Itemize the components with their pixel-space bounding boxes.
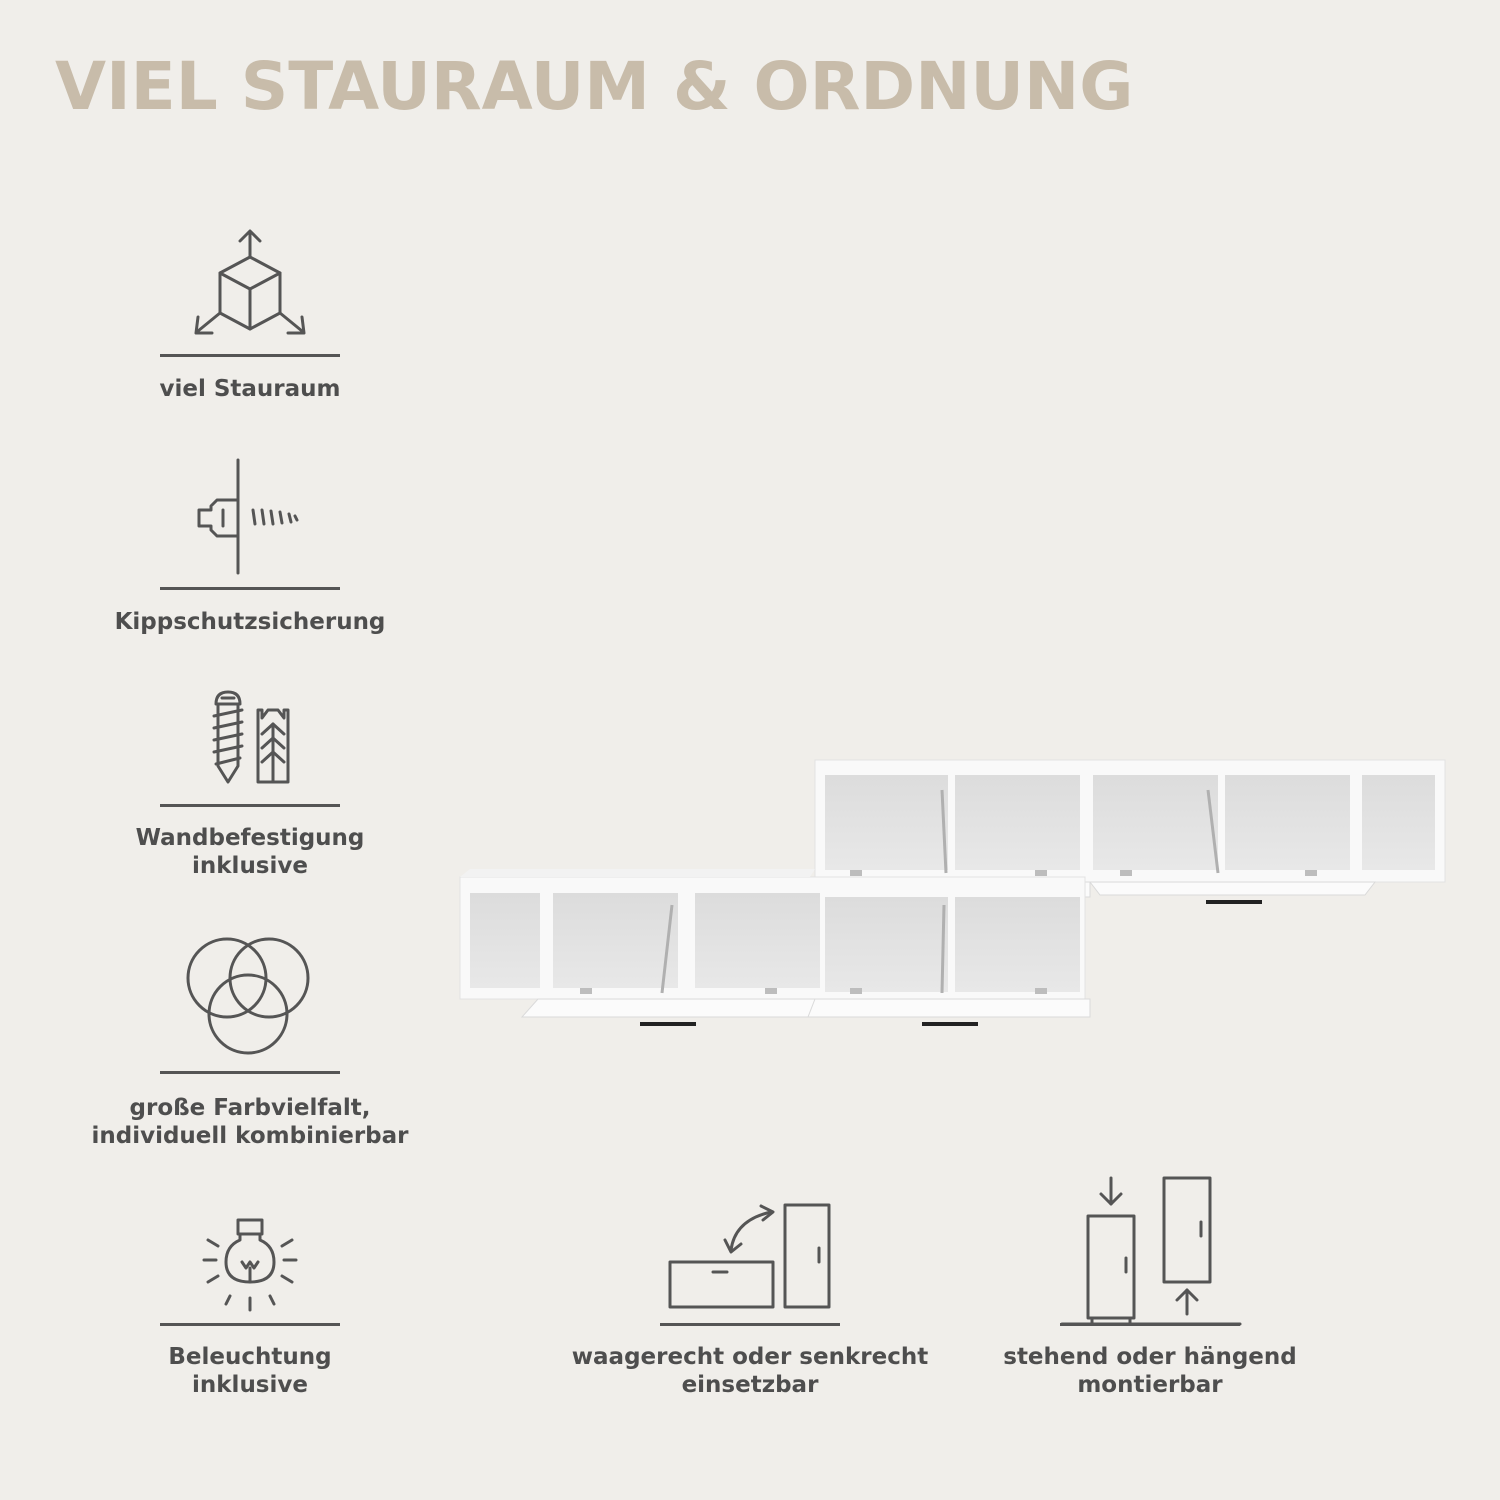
feature-label: Kippschutzsicherung	[114, 609, 386, 635]
divider	[160, 587, 340, 590]
screw-dowel-icon	[208, 690, 292, 786]
divider	[160, 1071, 340, 1074]
feature-label: Wandbefestigung inklusive	[135, 825, 365, 879]
divider	[160, 354, 340, 357]
feature-horizontal-vertical	[550, 1200, 950, 1410]
page-title: VIEL STAURAUM & ORDNUNG	[55, 48, 1134, 125]
feature-standing-hanging	[950, 1172, 1350, 1412]
standing-hanging-icon	[1060, 1174, 1242, 1324]
dimensions-cube-icon	[190, 225, 310, 340]
divider	[1060, 1323, 1240, 1326]
feature-wall-mounting	[100, 690, 400, 890]
feature-label: stehend oder hängend montierbar	[1003, 1344, 1297, 1398]
wall-screw-icon	[195, 458, 315, 576]
divider	[160, 1323, 340, 1326]
feature-tip-over-protection	[100, 458, 400, 648]
divider	[160, 804, 340, 807]
feature-lighting	[100, 1212, 400, 1402]
divider	[660, 1323, 840, 1326]
feature-label: viel Stauraum	[159, 376, 341, 402]
color-circles-icon	[185, 934, 311, 1056]
light-bulb-icon	[200, 1218, 300, 1312]
feature-label: große Farbvielfalt, individuell kombinierbar	[91, 1095, 409, 1149]
feature-storage	[100, 225, 400, 415]
rotate-cabinet-icon	[665, 1200, 835, 1312]
feature-color-variety	[80, 932, 420, 1152]
feature-label: Beleuchtung inklusive	[168, 1344, 332, 1398]
wall-cabinet-combination-image	[450, 755, 1450, 1035]
feature-label: waagerecht oder senkrecht einsetzbar	[571, 1344, 929, 1398]
